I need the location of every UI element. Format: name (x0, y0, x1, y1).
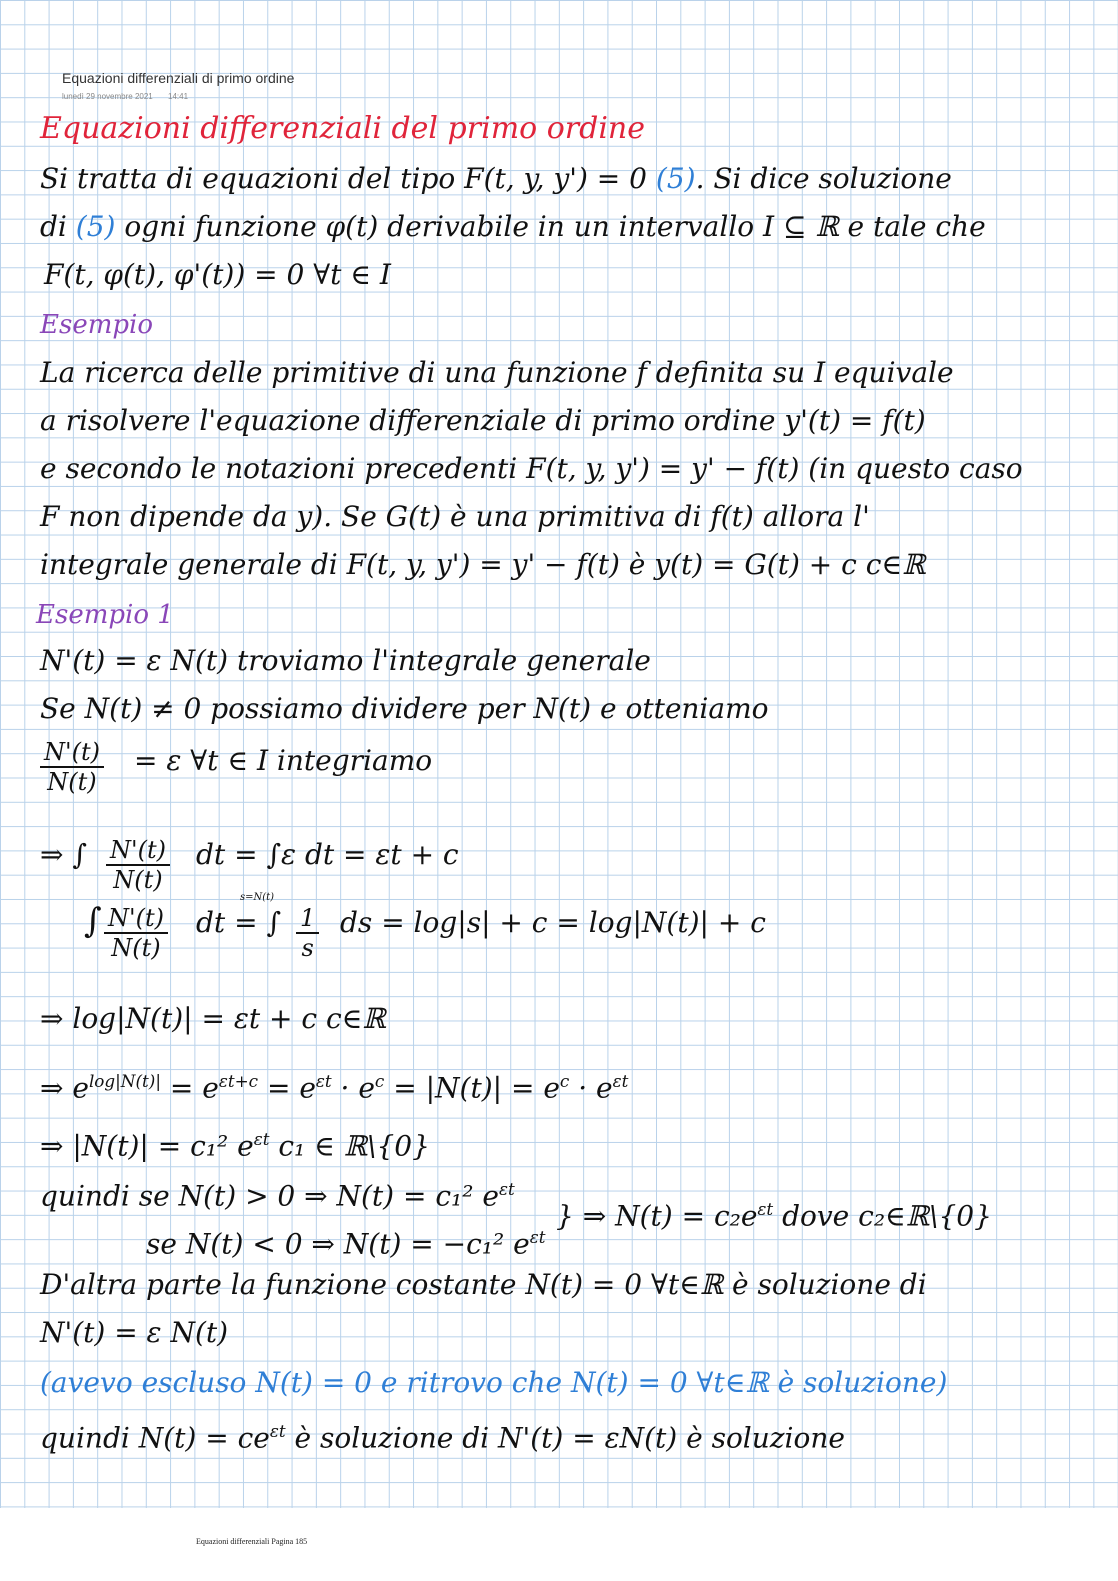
case-result-sup: εt (757, 1199, 774, 1219)
exp-part-a: ⇒ e (40, 1071, 89, 1105)
definition-line-2-end: ogni funzione φ(t) derivabile in un intervallo I ⊆ ℝ e tale che (124, 210, 986, 243)
page-date: lunedì 29 novembre 2021 (62, 92, 153, 101)
abs-line-end: c₁ ∈ ℝ\{0} (269, 1129, 430, 1163)
exp-part-b: = e (169, 1071, 219, 1105)
exp-part-d: · e (340, 1071, 375, 1105)
exp-part-d-sup: c (374, 1071, 385, 1091)
exp-part-e-sup: c (559, 1071, 570, 1091)
integral-2-fraction (104, 904, 168, 962)
exponential-line (40, 1064, 628, 1105)
absolute-value-line (40, 1122, 430, 1163)
exp-part-b-sup: εt+c (218, 1071, 259, 1091)
final-line-end: è soluzione di N'(t) = εN(t) è soluzione (285, 1421, 845, 1455)
integral-1-rest: dt = ∫ε dt = εt + c (196, 838, 459, 871)
integral-2-fraction-2 (296, 904, 319, 962)
integral-2-rest: ds = log|s| + c = log|N(t)| + c (340, 906, 766, 939)
exp-part-f: · e (578, 1071, 613, 1105)
integral-2-mid: dt = ∫ (196, 906, 282, 939)
constant-solution-line-1: D'altra parte la funzione costante N(t) = 0 ∀t∈ℝ è soluzione di (40, 1268, 927, 1301)
integral-2-prefix: ∫ (84, 901, 102, 941)
definition-line-3: F(t, φ(t), φ'(t)) = 0 ∀t ∈ I (44, 258, 391, 291)
integral-1-fraction (106, 836, 170, 894)
case-positive-sup: εt (498, 1179, 515, 1199)
fraction-denominator: N(t) (47, 768, 97, 796)
fraction-n-prime-over-n (40, 738, 104, 796)
definition-line-1 (40, 162, 952, 196)
abs-line-text: ⇒ |N(t)| = c₁² e (40, 1129, 254, 1163)
example-line-4: F non dipende da y). Se G(t) è una primitiva di f(t) allora l' (40, 500, 870, 533)
fraction-numerator: N'(t) (40, 738, 104, 768)
example-1-line-2: Se N(t) ≠ 0 possiamo dividere per N(t) e otteniamo (40, 692, 769, 725)
page-bottom-margin (0, 1508, 1118, 1581)
notes-heading: Equazioni differenziali del primo ordine (40, 111, 646, 146)
final-line (40, 1414, 845, 1455)
exp-part-c-sup: εt (315, 1071, 332, 1091)
log-line: ⇒ log|N(t)| = εt + c c∈ℝ (40, 1002, 386, 1035)
final-line-text: quindi N(t) = ce (40, 1421, 270, 1455)
page-title: Equazioni differenziali di primo ordine (62, 70, 295, 86)
case-positive-line (40, 1172, 515, 1213)
example-line-3: e secondo le notazioni precedenti F(t, y, y') = y' − f(t) (in questo caso (40, 452, 1023, 485)
definition-line-2-start: di (40, 210, 67, 243)
integral-1-prefix: ⇒ ∫ (40, 838, 87, 871)
integral-2-denominator-2: s (301, 934, 314, 962)
example-label: Esempio (40, 310, 153, 340)
example-line-1: La ricerca delle primitive di una funzione f definita su I equivale (40, 356, 954, 389)
integral-2-denominator: N(t) (111, 934, 161, 962)
case-negative-text: se N(t) < 0 ⇒ N(t) = −c₁² e (146, 1227, 530, 1261)
integral-2-numerator: N'(t) (104, 904, 168, 934)
final-line-sup: εt (269, 1421, 286, 1441)
equation-ref-5-second: (5) (75, 210, 116, 243)
exp-part-e: = |N(t)| = e (393, 1071, 560, 1105)
exp-part-c: = e (266, 1071, 316, 1105)
integral-1-numerator: N'(t) (106, 836, 170, 866)
definition-line-1-text: Si tratta di equazioni del tipo F(t, y, y') = 0 (40, 162, 647, 195)
exp-part-f-sup: εt (612, 1071, 629, 1091)
equation-ref-5: (5) (655, 162, 696, 195)
case-positive-text: quindi se N(t) > 0 ⇒ N(t) = c₁² e (40, 1179, 499, 1213)
constant-solution-line-2: N'(t) = ε N(t) (40, 1316, 229, 1349)
case-result-end: dove c₂∈ℝ\{0} (773, 1199, 992, 1233)
example-1-line-3-rest: = ε ∀t ∈ I integriamo (134, 744, 433, 777)
case-result-text: } ⇒ N(t) = c₂e (556, 1199, 758, 1233)
exp-part-a-sup: log|N(t)| (88, 1071, 161, 1091)
definition-line-2 (40, 210, 986, 244)
example-line-2: a risolvere l'equazione differenziale di primo ordine y'(t) = f(t) (40, 404, 926, 437)
example-line-5: integrale generale di F(t, y, y') = y' − f(t) è y(t) = G(t) + c c∈ℝ (40, 548, 926, 581)
case-result-line (556, 1192, 992, 1233)
example-1-line-1: N'(t) = ε N(t) troviamo l'integrale generale (40, 644, 651, 677)
integral-1-denominator: N(t) (113, 866, 163, 894)
page-footer: Equazioni differenziali Pagina 185 (196, 1537, 308, 1546)
abs-line-sup: εt (253, 1129, 270, 1149)
example-1-label: Esempio 1 (36, 600, 174, 630)
integral-2-numerator-2: 1 (296, 904, 319, 934)
integral-2-substitution: s=N(t) (240, 892, 275, 903)
blue-note: (avevo escluso N(t) = 0 e ritrovo che N(t) = 0 ∀t∈ℝ è soluzione) (40, 1366, 948, 1399)
case-negative-line (146, 1220, 545, 1261)
case-negative-sup: εt (529, 1227, 546, 1247)
page-time: 14:41 (168, 92, 189, 101)
definition-line-1-end: . Si dice soluzione (695, 162, 952, 195)
